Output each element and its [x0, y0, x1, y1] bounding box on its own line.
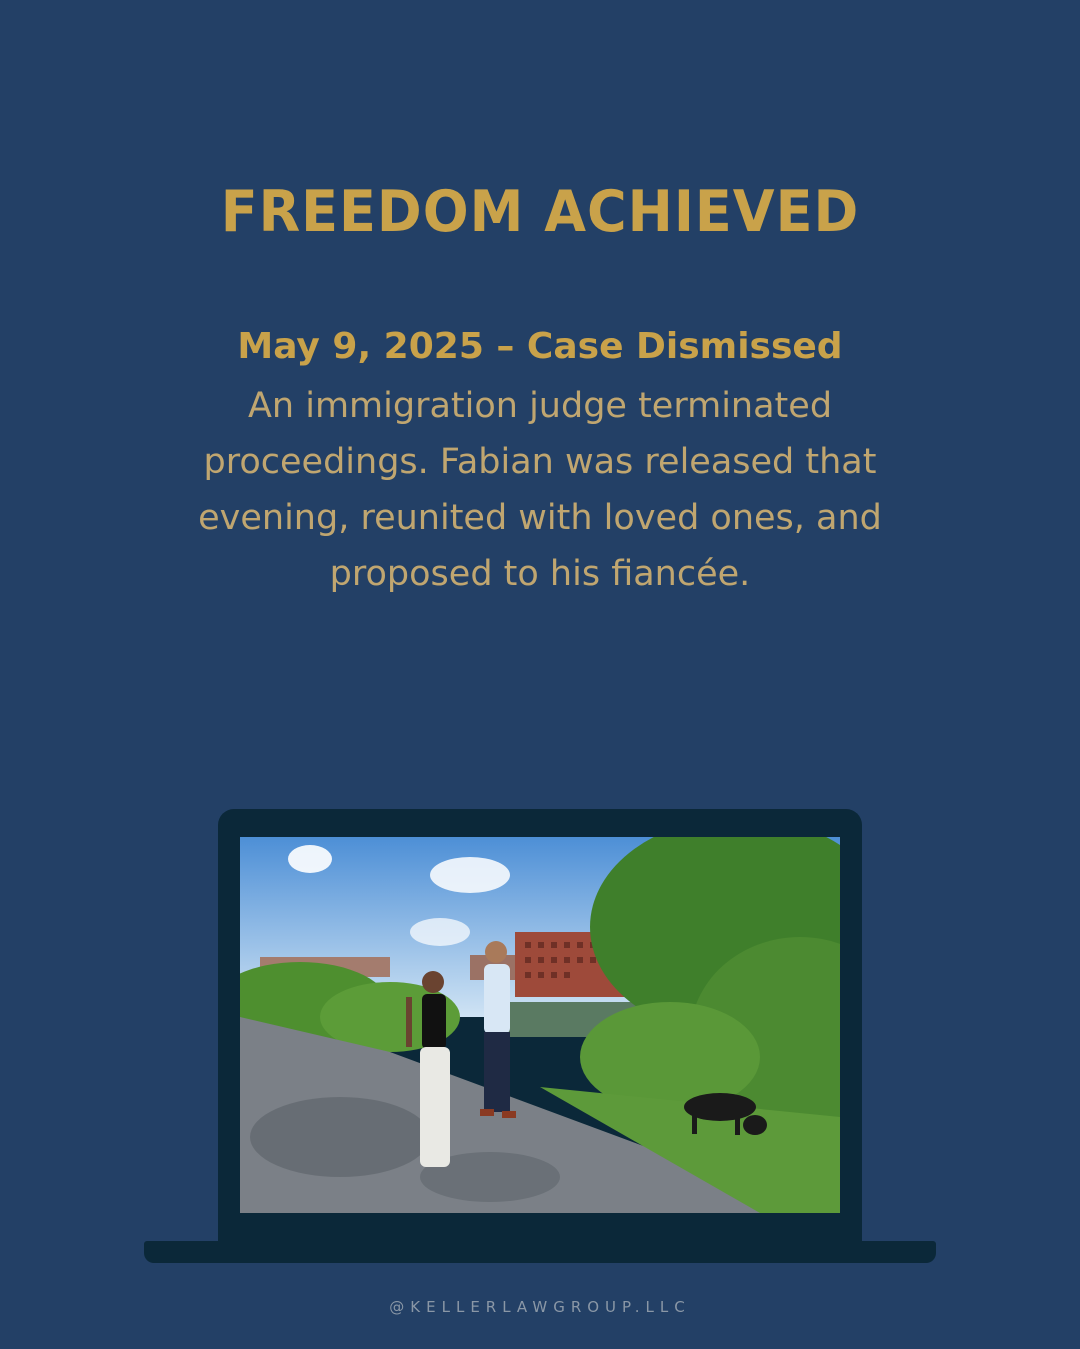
photo-couple-walking	[240, 837, 840, 1213]
laptop-base	[144, 1241, 936, 1263]
description-line: evening, reunited with loved ones, and	[198, 498, 882, 538]
page-title: FREEDOM ACHIEVED	[220, 178, 860, 245]
description-line: proceedings. Fabian was released that	[203, 442, 877, 482]
case-date-heading: May 9, 2025 – Case Dismissed	[237, 326, 843, 367]
description-line: proposed to his fiancée.	[329, 554, 751, 594]
description-line: An immigration judge terminated	[247, 386, 833, 426]
footer-handle: @KELLERLAWGROUP.LLC	[389, 1298, 691, 1316]
case-description	[150, 378, 930, 602]
